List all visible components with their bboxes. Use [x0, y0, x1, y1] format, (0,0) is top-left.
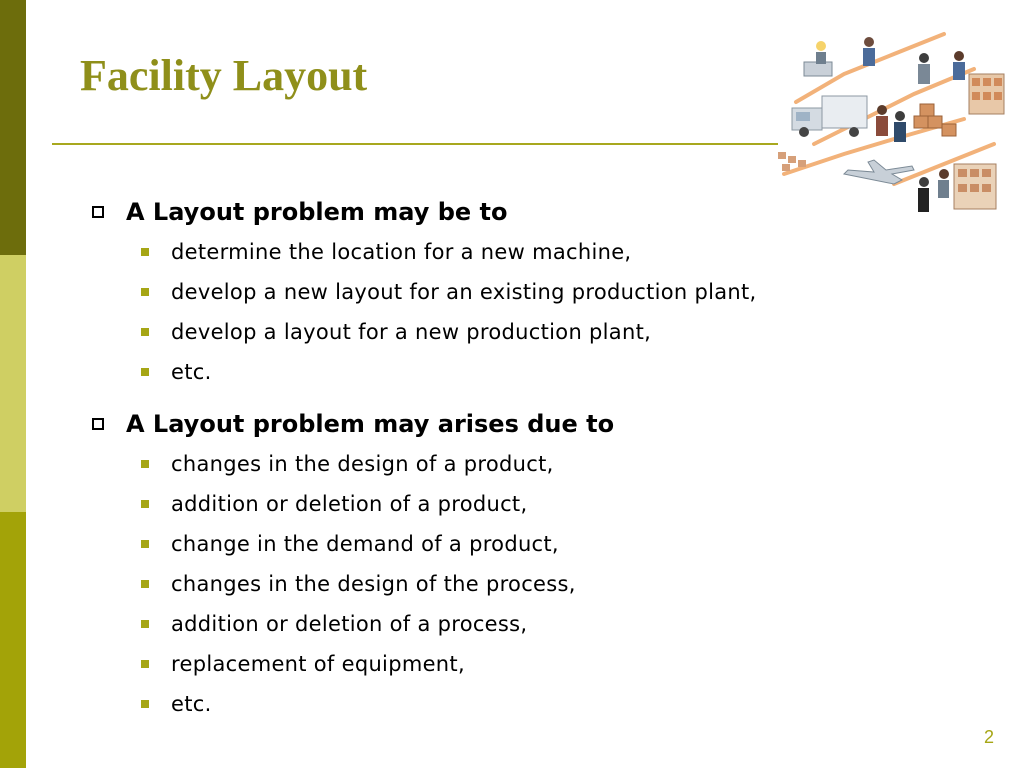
square-bullet-icon: [141, 660, 149, 668]
slide-body: [86, 192, 966, 724]
bullet-section-1: [86, 192, 966, 392]
list-item: [86, 272, 966, 312]
left-bar-top-segment: [0, 0, 26, 255]
list-item-text: addition or deletion of a product,: [171, 492, 528, 516]
list-item-text: addition or deletion of a process,: [171, 612, 528, 636]
list-item: [86, 564, 966, 604]
list-item: [86, 352, 966, 392]
list-item-text: determine the location for a new machine,: [171, 240, 632, 264]
square-bullet-icon: [141, 620, 149, 628]
list-item-text: etc.: [171, 360, 212, 384]
section-heading-1: [86, 192, 966, 232]
list-item-text: develop a new layout for an existing production plant,: [171, 280, 757, 304]
list-item: [86, 524, 966, 564]
section-heading-text: A Layout problem may be to: [126, 198, 508, 226]
left-bar-bottom-segment: [0, 512, 26, 768]
page-number: 2: [983, 727, 994, 747]
list-item: [86, 484, 966, 524]
list-item-text: replacement of equipment,: [171, 652, 465, 676]
section-heading-2: [86, 404, 966, 444]
left-accent-bar: [0, 0, 26, 768]
slide-title: Facility Layout: [80, 51, 368, 100]
square-bullet-icon: [141, 500, 149, 508]
list-item: [86, 312, 966, 352]
square-bullet-icon: [141, 368, 149, 376]
list-item-text: etc.: [171, 692, 212, 716]
hollow-square-bullet-icon: [92, 418, 104, 430]
square-bullet-icon: [141, 288, 149, 296]
square-bullet-icon: [141, 700, 149, 708]
section-heading-text: A Layout problem may arises due to: [126, 410, 615, 438]
square-bullet-icon: [141, 248, 149, 256]
square-bullet-icon: [141, 540, 149, 548]
list-item: [86, 644, 966, 684]
list-item-text: changes in the design of a product,: [171, 452, 554, 476]
list-item: [86, 444, 966, 484]
bullet-section-2: [86, 404, 966, 724]
square-bullet-icon: [141, 580, 149, 588]
list-item-text: changes in the design of the process,: [171, 572, 576, 596]
list-item-text: develop a layout for a new production plant,: [171, 320, 652, 344]
hollow-square-bullet-icon: [92, 206, 104, 218]
square-bullet-icon: [141, 460, 149, 468]
title-underline: [52, 143, 778, 145]
list-item-text: change in the demand of a product,: [171, 532, 559, 556]
list-item: [86, 604, 966, 644]
left-bar-middle-segment: [0, 255, 26, 512]
list-item: [86, 684, 966, 724]
square-bullet-icon: [141, 328, 149, 336]
list-item: [86, 232, 966, 272]
